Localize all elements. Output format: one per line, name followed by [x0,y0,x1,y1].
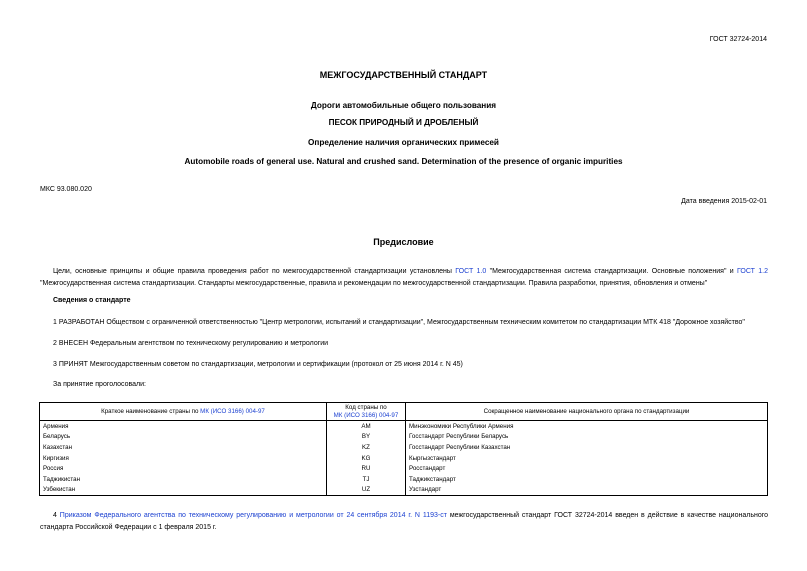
gost-1-0-link[interactable]: ГОСТ 1.0 [455,268,487,275]
code-cell: RU [327,463,406,474]
code-cell: KG [327,453,406,464]
standard-info-heading: Сведения о стандарте [53,297,131,304]
code-cell: KZ [327,442,406,453]
country-cell: Таджикистан [40,474,327,485]
table-row [40,474,768,485]
para-text: "Межгосударственная система стандартизации. Основные положения" и [486,268,737,275]
body-cell: Госстандарт Республики Казахстан [406,442,768,453]
country-cell: Россия [40,463,327,474]
table-row [40,432,768,443]
body-cell: Кыргызстандарт [406,453,768,464]
code-cell: TJ [327,474,406,485]
country-cell: Армения [40,421,327,432]
para-text: "Межгосударственная система стандартизации. Стандарты межгосударственные, правила и рекомендации по межгосударственной стандартизации. Правила разработки, принятия, обновления и отмены" [40,280,708,287]
mk-iso-link[interactable]: МК (ИСО 3166) 004-97 [200,407,265,415]
mk-iso-link[interactable]: МК (ИСО 3166) 004-97 [333,411,399,419]
foreword-heading: Предисловие [373,237,434,247]
code-cell: BY [327,432,406,443]
title-line-2: ПЕСОК ПРИРОДНЫЙ И ДРОБЛЕНЫЙ [328,118,479,127]
body-cell: Таджикстандарт [406,474,768,485]
table-row [40,463,768,474]
voted-label: За принятие проголосовали: [53,381,146,388]
country-cell: Узбекистан [40,485,327,496]
order-link[interactable]: Приказом Федерального агентства по техническому регулированию и метрологии от 24 сентября 2014 г. N 1193-ст [59,512,447,519]
col-code-header [327,403,406,421]
voting-table [39,402,768,496]
info-item-1: 1 РАЗРАБОТАН Обществом с ограниченной ответственностью "Центр метрологии, испытаний и стандартизации", Межгосударственным техническим комитетом по стандартизации МТК 418 "Дорожное хозяйство" [53,319,745,326]
table-row [40,485,768,496]
gost-1-2-link[interactable]: ГОСТ 1.2 [737,268,768,275]
table-row [40,421,768,432]
body-cell: Госстандарт Республики Беларусь [406,432,768,443]
table-row [40,442,768,453]
standard-type-heading: МЕЖГОСУДАРСТВЕННЫЙ СТАНДАРТ [319,70,488,80]
col-body-header: Сокращенное наименование национального органа по стандартизации [406,403,768,421]
country-cell: Беларусь [40,432,327,443]
country-cell: Киргизия [40,453,327,464]
item-number: 4 [53,512,60,519]
col-code-text: Код страны по [345,403,387,411]
col-country-header [40,403,327,421]
info-item-2: 2 ВНЕСЕН Федеральным агентством по техническому регулированию и метрологии [53,340,329,347]
item-4-paragraph [40,510,768,534]
para-text: Цели, основные принципы и общие правила проведения работ по межгосударственной стандартизации установлены [53,268,456,275]
country-cell: Казахстан [40,442,327,453]
title-line-1: Дороги автомобильные общего пользования [310,101,497,110]
title-english: Automobile roads of general use. Natural and crushed sand. Determination of the presence of organic impurities [184,157,623,166]
table-row [40,453,768,464]
body-cell: Минэкономики Республики Армения [406,421,768,432]
mks-code: МКС 93.080.020 [40,186,92,193]
col-country-text: Краткое наименование страны по [101,407,201,415]
info-item-3: 3 ПРИНЯТ Межгосударственным советом по стандартизации, метрологии и сертификации (протокол от 25 июня 2014 г. N 45) [53,361,463,368]
standard-code: ГОСТ 32724-2014 [709,36,767,43]
code-cell: UZ [327,485,406,496]
body-cell: Росстандарт [406,463,768,474]
title-line-3: Определение наличия органических примесей [308,138,499,147]
introduction-date: Дата введения 2015-02-01 [681,198,767,205]
code-cell: AM [327,421,406,432]
foreword-paragraph [40,266,768,290]
body-cell: Узстандарт [406,485,768,496]
table-header-row [40,403,768,421]
para-text: межгосударственный стандарт ГОСТ 32724-2014 введен в действие в качестве национального стандарта Российской Федерации с 1 февраля 2015 г. [40,512,769,531]
